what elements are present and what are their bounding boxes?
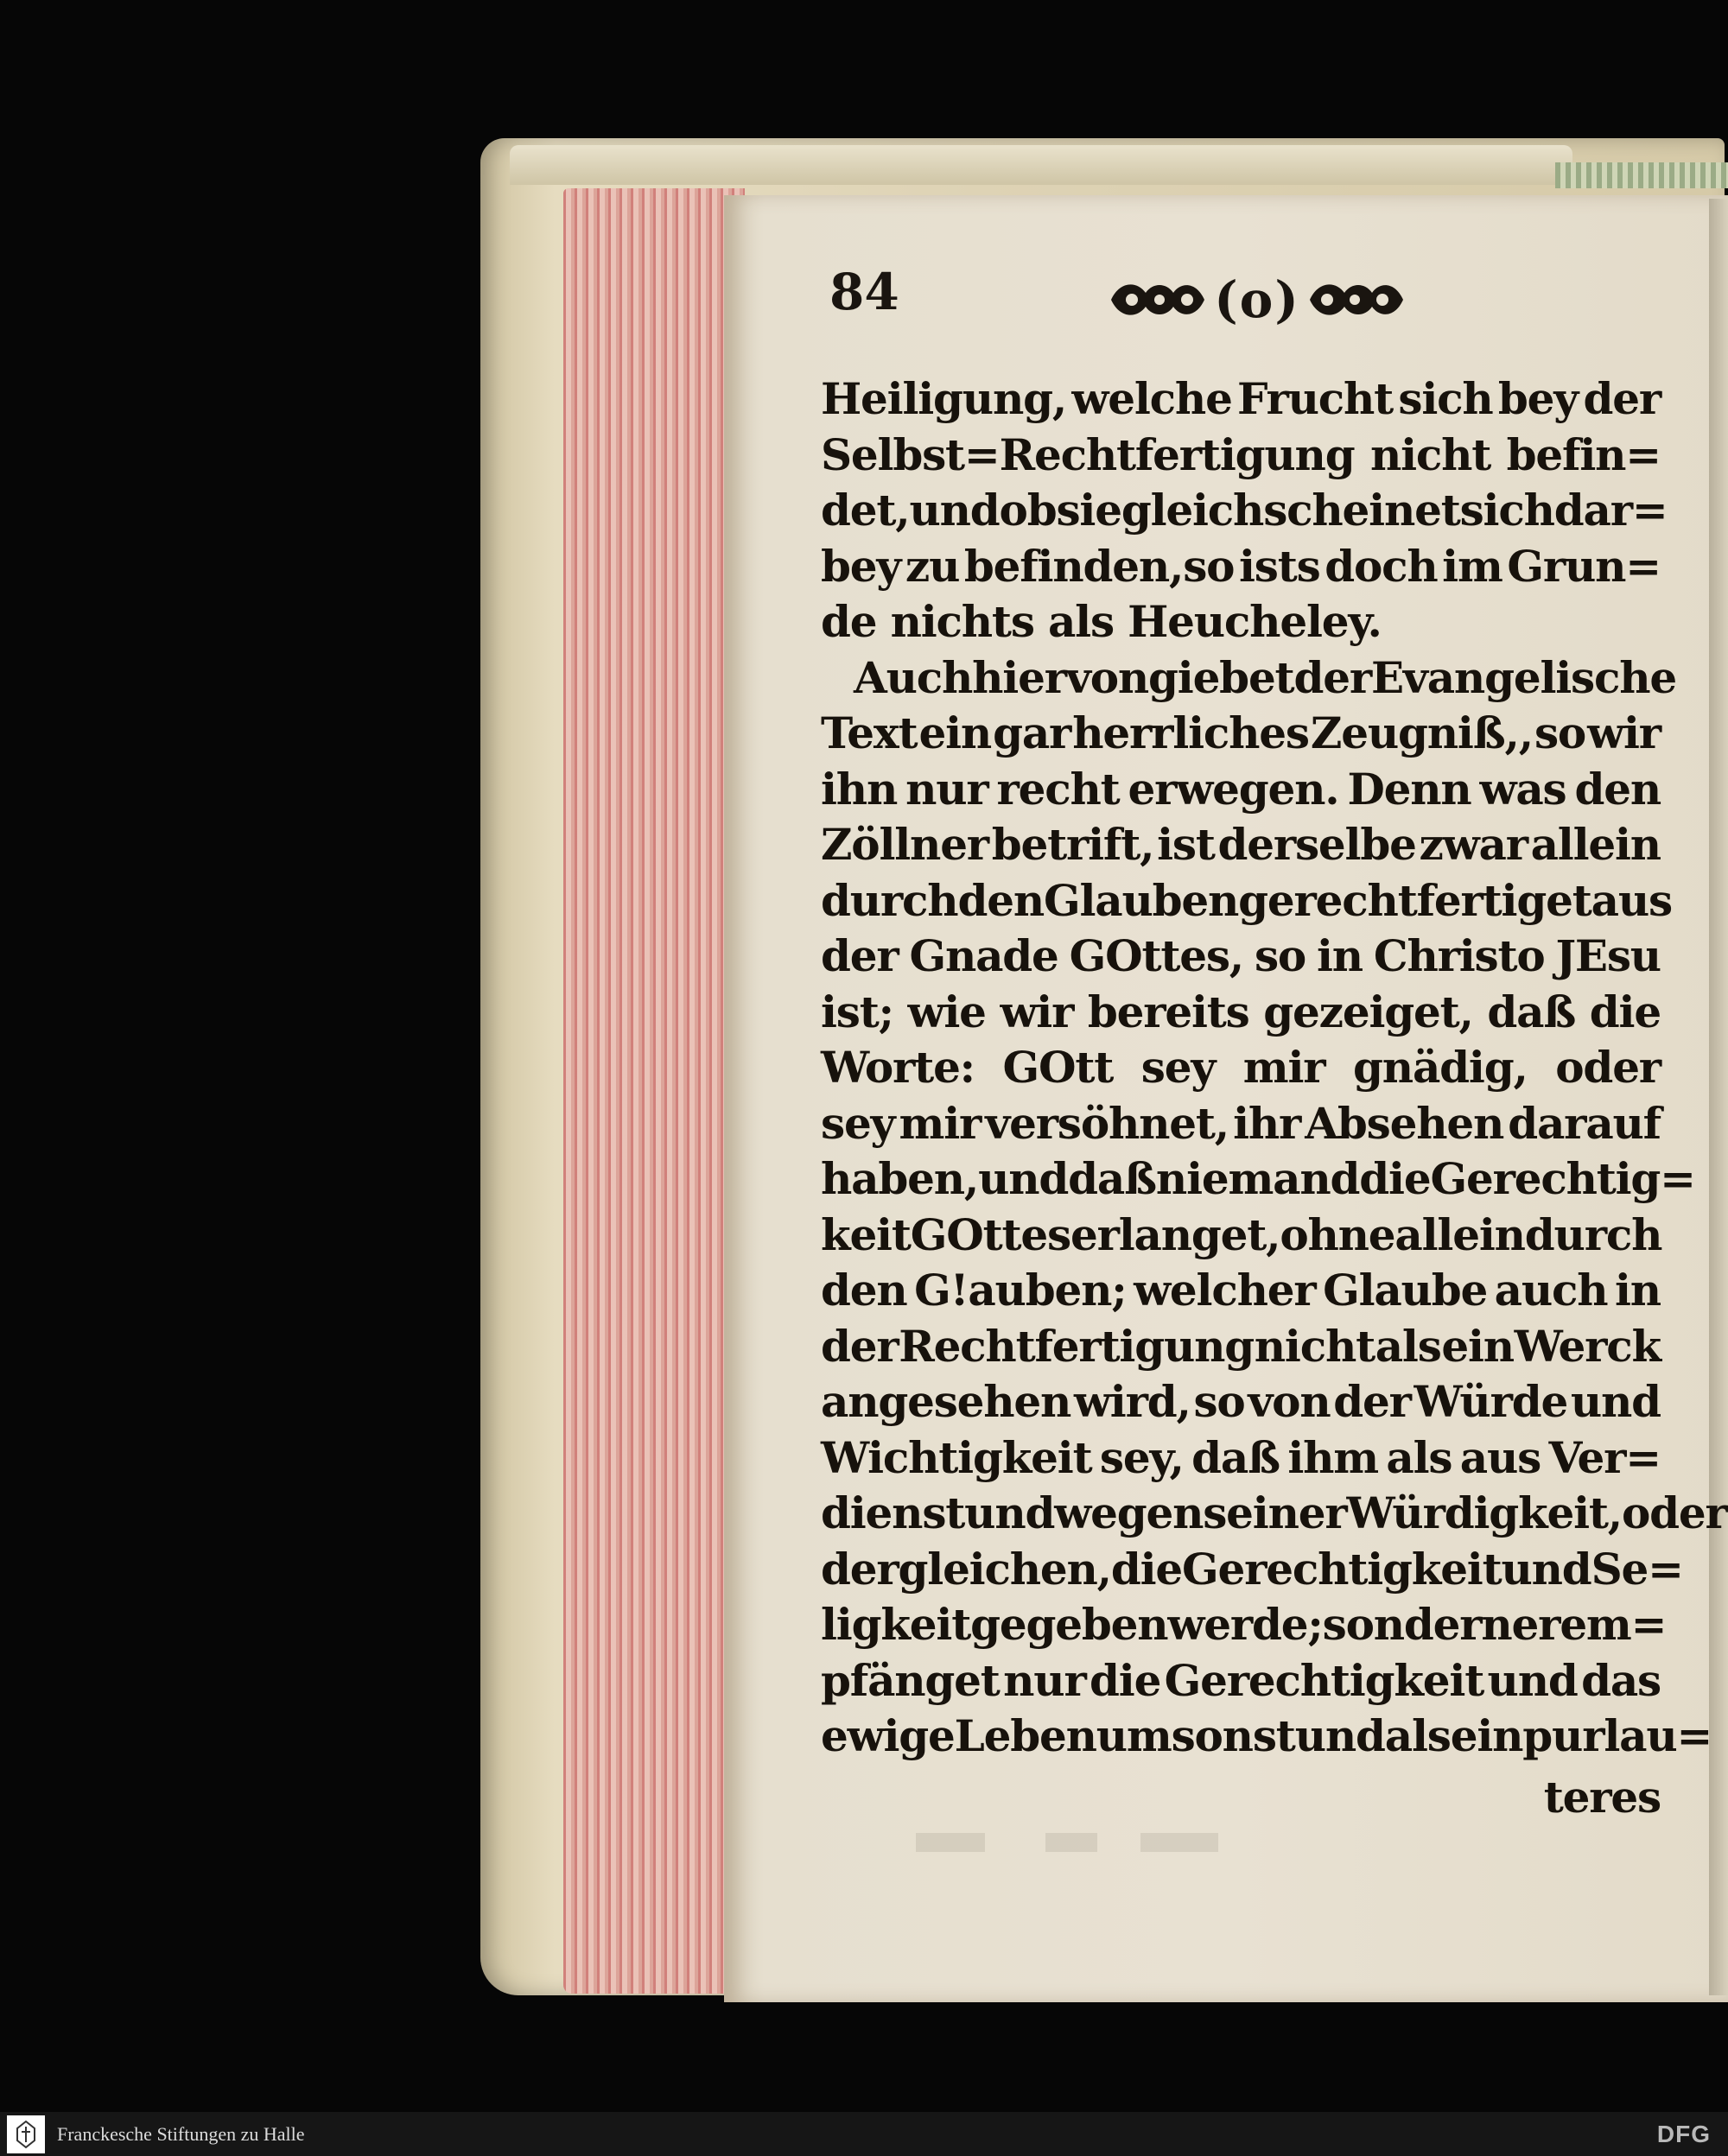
dfg-logo: DFG <box>1656 2121 1711 2147</box>
text-line: pfänget nur die Gerechtigkeit und das <box>821 1654 1661 1706</box>
text-line: durch den Glauben gerechtfertiget aus <box>821 874 1672 926</box>
headband <box>1555 162 1728 188</box>
viewer-footer <box>0 2112 1728 2156</box>
text-line: ist; wie wir bereits gezeiget, daß die <box>821 986 1661 1037</box>
text-line: dergleichen, die Gerechtigkeit und Se= <box>821 1543 1683 1595</box>
text-line: de nichts als Heucheley. <box>821 596 1382 647</box>
text-line: Selbst=Rechtfertigung nicht befin= <box>821 428 1661 480</box>
text-line: haben, und daß niemand die Gerechtig= <box>821 1153 1695 1204</box>
text-line: angesehen wird, so von der Würde und <box>821 1376 1661 1427</box>
show-through-text <box>916 1821 1227 1874</box>
sprinkled-page-edges <box>563 188 745 1994</box>
text-line: ihn nur recht erwegen. Denn was den <box>821 763 1661 815</box>
text-line: dienst und wegen seiner Würdigkeit,oder <box>821 1487 1727 1538</box>
text-line: Worte: GOtt sey mir gnädig, oder <box>821 1042 1661 1093</box>
catchword: teres <box>1543 1771 1661 1823</box>
text-line: der Rechtfertigung nicht als ein Werck <box>821 1320 1661 1372</box>
text-line: Wichtigkeit sey, daß ihm als aus Ver= <box>821 1431 1661 1483</box>
text-line: den G!auben; welcher Glaube auch in <box>821 1265 1661 1316</box>
text-line: Zöllner betrift, ist derselbe zwar allein <box>821 819 1661 870</box>
text-line: keit GOttes erlanget, ohne allein durch <box>821 1208 1662 1260</box>
text-line: Text ein gar herrliches Zeugniß,, so wir <box>821 707 1661 758</box>
text-line: bey zu befinden,so ists doch im Grun= <box>821 540 1661 592</box>
header-mark: (o) <box>1214 270 1300 329</box>
gutter-edge <box>1709 199 1728 1995</box>
left-ornament-icon <box>1106 276 1210 324</box>
text-line: ligkeit gegeben werde; sondern er em= <box>821 1599 1667 1650</box>
institution-logo-icon <box>7 2115 45 2153</box>
right-ornament-icon <box>1305 276 1408 324</box>
text-line: Auch hiervon giebet der Evangelische <box>854 651 1677 703</box>
page-number: 84 <box>829 263 899 321</box>
cover-top-edge <box>510 145 1572 185</box>
text-line: det,und ob sie gleich scheinet sich dar= <box>821 485 1668 536</box>
text-line: ewige Leben umsonst und als ein pur lau= <box>821 1710 1712 1761</box>
institution-name: Franckesche Stiftungen zu Halle <box>57 2122 305 2145</box>
text-line: sey mir versöhnet, ihr Absehen darauf <box>821 1097 1661 1149</box>
text-line: der Gnade GOttes, so in Christo JEsu <box>821 930 1661 981</box>
running-header <box>1106 270 1408 330</box>
body-text <box>821 371 1727 1825</box>
text-line: Heiligung, welche Frucht sich bey der <box>821 373 1661 424</box>
